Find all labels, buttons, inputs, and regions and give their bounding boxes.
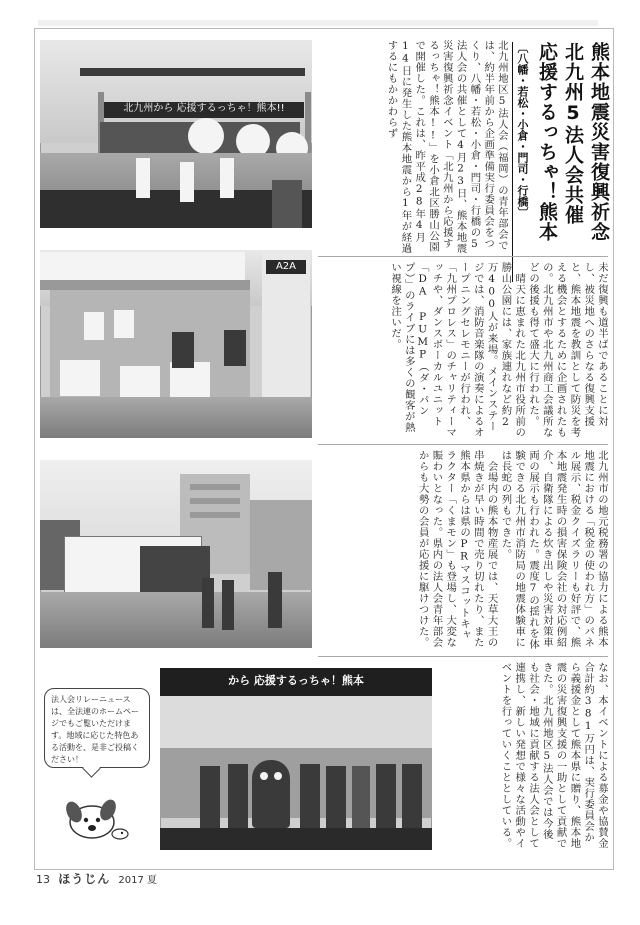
- page-number: 13: [36, 873, 50, 886]
- column-divider-2: [318, 444, 608, 445]
- booth-flag: A2A: [266, 260, 306, 274]
- article-title-line2: 北九州5法人会共催: [562, 42, 584, 225]
- article-column-3: 北九州市の地元税務署の協力による熊本地震における「税金の使われ方」のパネル展示、税金クイズラリーも好評で、熊本地震発生時の損害保険会社の対応例紹介、自衛隊による炊き出しや災害対策車両の展示も行われた。震度7の揺れを体験できる北九州市消防局の地震体験車には長蛇の列もできた。 会場内の熊本物産展では、天草大王の串焼きが早い時間で売り切れたり、また熊本県からは県のPRマスコットキャラクター「くまモン」も登場し、大変な賑わいとなった。県内の法人会青年部会からも大勢の会員が応援に駆けつけた。: [416, 450, 608, 650]
- article-subtitle: 〔八幡・若松・小倉・門司・行橋〕: [512, 42, 529, 282]
- page-footer: [36, 870, 157, 887]
- column-divider-3: [318, 656, 608, 657]
- article-title-line3: 応援するっちゃ！熊本: [536, 42, 558, 242]
- article-column-2: 未だ復興も道半ばであることに対し、被災地へのさらなる復興支援と、熊本地震を教訓として防災を考える機会とするために企画されたもの。北九州市や北九州商工会議所などの後援も得て盛大に行われた。 晴天に恵まれた北九州市役所前の勝山公園には、家族連れなど約2万400人が来場。メインステージでは、消防音楽隊の演奏によるオープニングセレモニーが行われ、「九州プロレス」のチャリティーマッチや、ダンスボーカルユニット「DA PUMP（ダ・パンプ）」のライブには多くの観客が熱い視線を注いだ。: [389, 262, 608, 438]
- article-title-line1: 熊本地震災害復興祈念: [588, 42, 610, 242]
- article-column-4: なお、本イベントによる募金や協賛金合計約381万円は、実行委員会から義援金として熊本県に贈り、熊本地震の災害復興支援の一助として貢献できた。北九州地区5法人会では今後も社会・地域に貢献する法人会として連携し、新しい発想で様々な活動やイベントを行っていくこととしている。: [499, 662, 608, 849]
- stage-banner: 北九州から 応援するっちゃ！熊本!!: [104, 102, 304, 118]
- relay-news-callout: 法人会リレーニュースは、全法連のホームページでもご覧いただけます。地域に応じた特色ある活動を、是非ご投稿ください！: [44, 688, 150, 768]
- group-banner: から 応援するっちゃ！熊本: [228, 674, 364, 687]
- magazine-title: ほうじん: [58, 872, 111, 886]
- photo-tax-booth: [40, 250, 312, 438]
- top-strip: [38, 20, 598, 26]
- photo-group-stage: [160, 668, 432, 850]
- mascot-dog-icon: [62, 790, 132, 846]
- article-column-1: 北九州地区5法人会（福岡）の青年部会では、約半年前から企画準備実行委員会をつくり、八幡・若松・小倉・門司・行橋の5法人会の共催として4月23日、熊本地震災害復興祈念イベント「北九州から応援するっちゃ！熊本!!」を小倉北区勝山公園で開催した。これは、昨平成28年4月14日に発生した熊本地震から1年が経過するにもかかわらず: [385, 40, 508, 254]
- photo-stage-performance: [40, 40, 312, 228]
- issue-season: 夏: [147, 875, 158, 886]
- column-divider-1: [318, 256, 608, 257]
- issue-year: 2017: [118, 875, 144, 886]
- photo-earthquake-truck: [40, 460, 312, 648]
